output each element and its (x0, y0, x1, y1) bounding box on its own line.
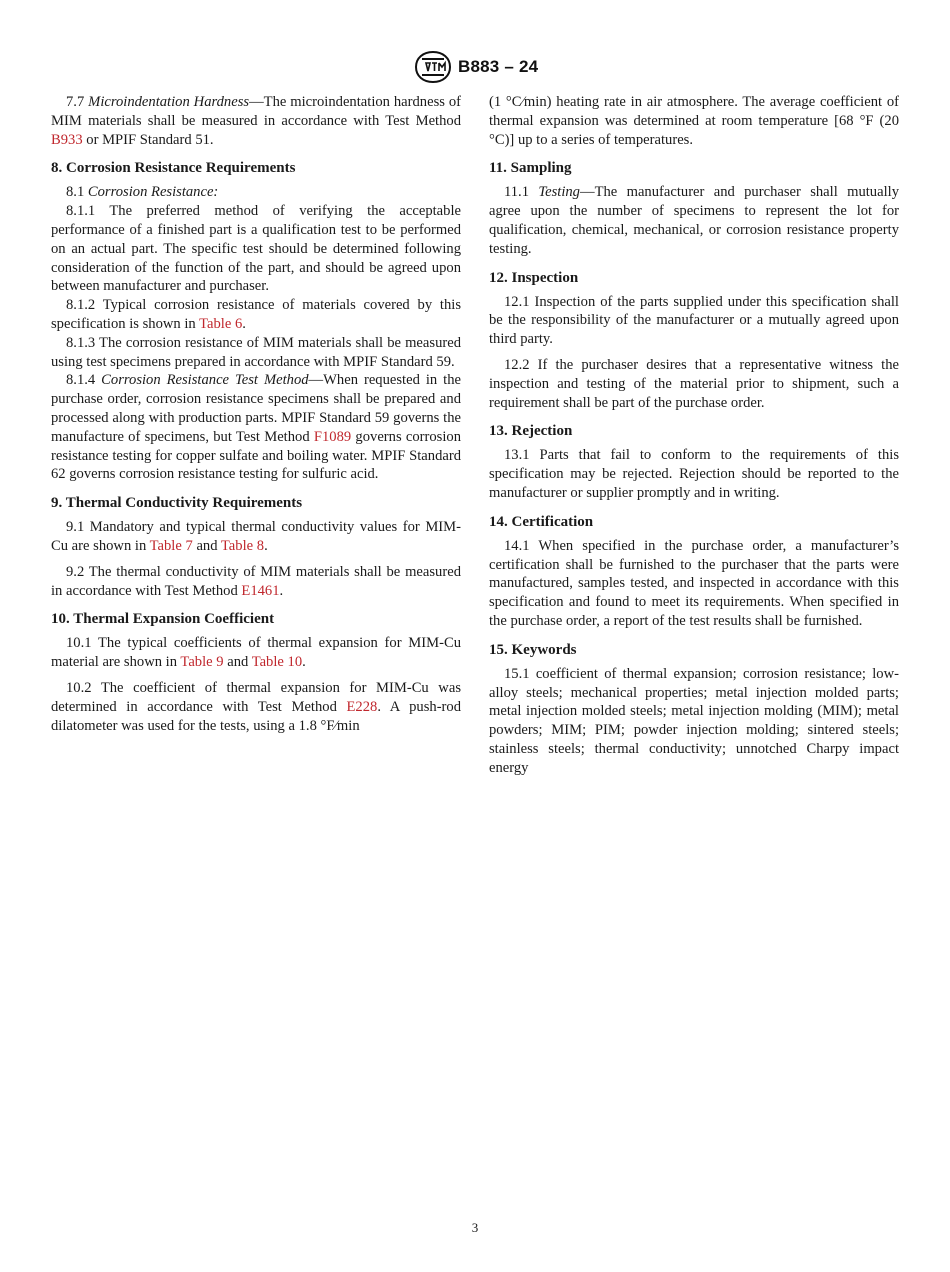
paragraph-8-1-2: 8.1.2 Typical corrosion resistance of materials covered by this specification is shown in Table 6. (51, 297, 461, 332)
paragraph-10-2: 10.2 The coefficient of thermal expansion for MIM-Cu was determined in accordance with Test Method E228. A push-rod dilatometer was used for the tests, using a 1.8 °F⁄min (51, 679, 462, 734)
left-column (51, 93, 461, 735)
link-table-9[interactable]: Table 9 (180, 654, 224, 671)
standard-designation: B883 – 24 (458, 57, 539, 76)
page-header (0, 50, 950, 90)
link-table-10[interactable]: Table 10 (251, 654, 303, 671)
paragraph-10-1: 10.1 The typical coefficients of thermal expansion for MIM-Cu material are shown in Table 9 and Table 10. (51, 635, 461, 671)
paragraph-8-1-3: 8.1.3 The corrosion resistance of MIM materials shall be measured using test specimens prepared in accordance with MPIF Standard 59. (51, 334, 461, 370)
section-heading-9: 9. Thermal Conductivity Requirements (51, 495, 303, 512)
paragraph-9-2: 9.2 The thermal conductivity of MIM materials shall be measured in accordance with Test Method E1461. (51, 563, 461, 599)
paragraph-12-2: 12.2 If the purchaser desires that a representative witness the inspection and testing of the material prior to shipment, such a requirement shall be part of the purchase order. (489, 356, 899, 411)
link-e228[interactable]: E228 (346, 698, 378, 715)
section-heading-11: 11. Sampling (489, 160, 572, 177)
paragraph-14-1: 14.1 When specified in the purchase order, a manufacturer’s certification shall be furnished to the purchaser that the parts were manufactured, samples tested, and inspected in accordance with this specification and found to meet its requirements. When specified in the purchase order, a report of the test results shall be furnished. (489, 537, 899, 629)
paragraph-9-1: 9.1 Mandatory and typical thermal conductivity values for MIM-Cu are shown in Table 7 and Table 8. (51, 519, 461, 554)
right-column (489, 93, 899, 778)
section-heading-10: 10. Thermal Expansion Coefficient (51, 611, 275, 628)
paragraph-13-1: 13.1 Parts that fail to conform to the requirements of this specification may be rejected. Rejection should be reported to the manufacturer or supplier promptly and in writing. (489, 447, 899, 501)
page-number: 3 (471, 1220, 479, 1235)
paragraph-11-1: 11.1 Testing—The manufacturer and purchaser shall mutually agree upon the number of specimens to represent the lot for qualification, chemical, mechanical, or corrosion resistance property testing. (489, 184, 899, 257)
section-heading-14: 14. Certification (489, 513, 594, 530)
link-b933[interactable]: B933 (51, 131, 83, 148)
paragraph-8-1: 8.1 Corrosion Resistance: (66, 184, 219, 201)
link-e1461[interactable]: E1461 (241, 582, 280, 599)
section-heading-8: 8. Corrosion Resistance Requirements (51, 160, 296, 177)
section-heading-13: 13. Rejection (489, 423, 573, 440)
paragraph-10-2-continued: (1 °C⁄min) heating rate in air atmosphere. The average coefficient of thermal expansion was determined at room temperature [68 °F (20 °C)] up to a series of temperatures. (489, 94, 899, 148)
paragraph-8-1-4: 8.1.4 Corrosion Resistance Test Method—When requested in the purchase order, corrosion resistance specimens shall be prepared and processed along with production parts. MPIF Standard 59 governs the manufacture of specimens, but Test Method F1089 governs corrosion resistance testing for copper sulfate and boiling water. MPIF Standard 62 governs corrosion resistance testing for sulfuric acid. (51, 372, 461, 483)
section-heading-15: 15. Keywords (489, 641, 577, 658)
link-table-8[interactable]: Table 8 (220, 537, 265, 554)
link-f1089[interactable]: F1089 (313, 428, 352, 445)
paragraph-8-1-1: 8.1.1 The preferred method of verifying the acceptable performance of a finished part is a qualification test to be performed on an actual part. The specific test should be determined following consideration of the function of the part, and should be agreed upon between manufacturer and purchaser. (51, 203, 461, 295)
link-table-7[interactable]: Table 7 (149, 537, 193, 554)
astm-logo-icon (413, 50, 453, 84)
paragraph-7-7: 7.7 Microindentation Hardness—The microindentation hardness of MIM materials shall be measured in accordance with Test Method B933 or MPIF Standard 51. (51, 94, 461, 148)
link-table-6[interactable]: Table 6 (199, 315, 243, 332)
paragraph-12-1: 12.1 Inspection of the parts supplied under this specification shall be the responsibility of the manufacturer or a mutually agreed upon third party. (489, 293, 899, 348)
paragraph-15-1: 15.1 coefficient of thermal expansion; corrosion resistance; low-alloy steels; mechanical properties; metal injection molded parts; metal injection molded steels; metal injection molding (MIM); metal powders; MIM; PIM; powder injection molding; sintered steels; stainless steels; thermal conductivity; unnotched Charpy impact energy (489, 665, 899, 776)
section-heading-12: 12. Inspection (489, 269, 579, 286)
